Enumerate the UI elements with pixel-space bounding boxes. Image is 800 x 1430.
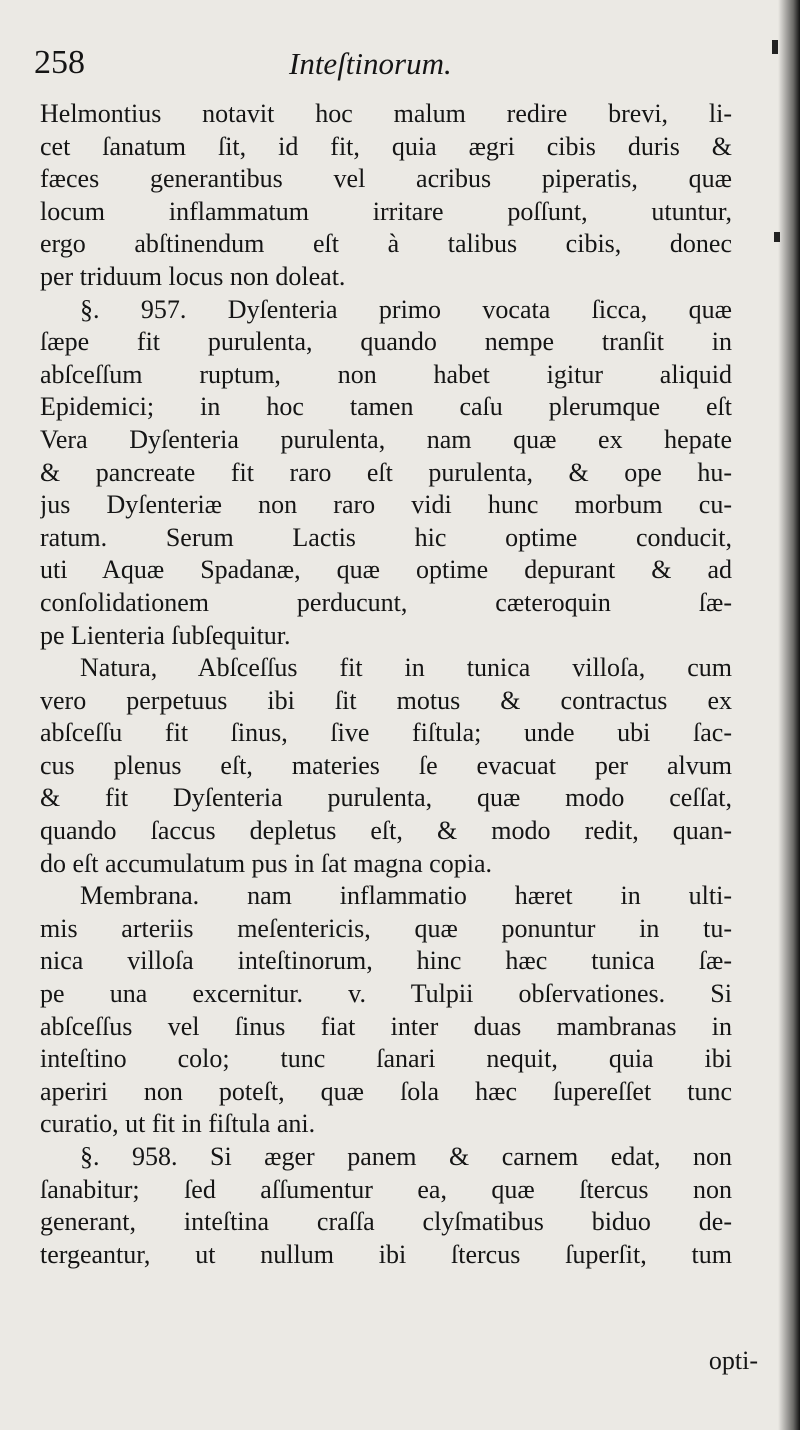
text-line: cet ſanatum ſit, id fit, quia ægri cibis duris & xyxy=(40,131,732,161)
text-line: mis arteriis meſentericis, quæ ponuntur in tu- xyxy=(40,913,732,943)
text-line: §. 958. Si æger panem & carnem edat, non xyxy=(80,1142,732,1171)
text-line: ratum. Serum Lactis hic optime conducit, xyxy=(40,522,732,552)
text-line: §. 957. Dyſenteria primo vocata ſicca, quæ xyxy=(80,294,732,324)
text-line: Natura, Abſceſſus fit in tunica villoſa, cum xyxy=(80,653,732,683)
text-line: pe una excernitur. v. Tulpii obſervationes. Si xyxy=(40,979,732,1009)
text-line: quando ſaccus depletus eſt, & modo redit, quan- xyxy=(40,816,732,846)
page-header xyxy=(34,44,734,94)
text-line: pe Lienteria ſubſequitur. xyxy=(40,620,291,650)
page-number: 258 xyxy=(34,44,85,81)
text-line: & fit Dyſenteria purulenta, quæ modo ceſſat, xyxy=(40,783,732,813)
text-line: ſæpe fit purulenta, quando nempe tranſit in xyxy=(40,327,732,357)
text-line: uti Aquæ Spadanæ, quæ optime depurant & ad xyxy=(40,555,732,585)
edge-mark-middle xyxy=(774,232,780,242)
text-line: Epidemici; in hoc tamen caſu plerumque eſt xyxy=(40,392,732,422)
text-line: vero perpetuus ibi ſit motus & contractus ex xyxy=(40,685,732,715)
text-line: abſceſſus vel ſinus fiat inter duas mambranas in xyxy=(40,1011,732,1041)
running-head: Inteſtinorum. xyxy=(289,46,452,81)
text-line: & pancreate fit raro eſt purulenta, & ope hu- xyxy=(40,457,732,487)
text-line: cus plenus eſt, materies ſe evacuat per alvum xyxy=(40,750,732,780)
text-line: inteſtino colo; tunc ſanari nequit, quia ibi xyxy=(40,1044,732,1074)
body-text xyxy=(40,98,732,1271)
text-line: nica villoſa inteſtinorum, hinc hæc tunica ſæ- xyxy=(40,946,732,976)
edge-mark-top xyxy=(772,40,778,54)
text-line: do eſt accumulatum pus in ſat magna copia. xyxy=(40,848,492,878)
text-line: generant, inteſtina craſſa clyſmatibus biduo de- xyxy=(40,1207,732,1237)
text-line: conſolidationem perducunt, cæteroquin ſæ- xyxy=(40,587,732,617)
text-line: abſceſſu fit ſinus, ſive fiſtula; unde ubi ſac- xyxy=(40,718,732,748)
text-line: Vera Dyſenteria purulenta, nam quæ ex hepate xyxy=(40,424,732,454)
text-line: jus Dyſenteriæ non raro vidi hunc morbum cu- xyxy=(40,490,732,520)
text-line: ergo abſtinendum eſt à talibus cibis, donec xyxy=(40,229,732,259)
text-line: abſceſſum ruptum, non habet igitur aliquid xyxy=(40,359,732,389)
text-line: Helmontius notavit hoc malum redire brevi, li- xyxy=(40,99,732,128)
text-line: curatio, ut fit in fiſtula ani. xyxy=(40,1109,316,1139)
text-line: fæces generantibus vel acribus piperatis, quæ xyxy=(40,164,732,194)
text-line: locum inflammatum irritare poſſunt, utuntur, xyxy=(40,196,732,226)
catchword: opti- xyxy=(708,1346,758,1375)
text-line: Membrana. nam inflammatio hæret in ulti- xyxy=(80,881,732,911)
text-line: aperiri non poteſt, quæ ſola hæc ſupereſſet tunc xyxy=(40,1076,732,1106)
text-line: per triduum locus non doleat. xyxy=(40,261,346,291)
text-line: ſanabitur; ſed aſſumentur ea, quæ ſtercus non xyxy=(40,1174,732,1204)
text-line: tergeantur, ut nullum ibi ſtercus ſuperſit, tum xyxy=(40,1239,732,1269)
